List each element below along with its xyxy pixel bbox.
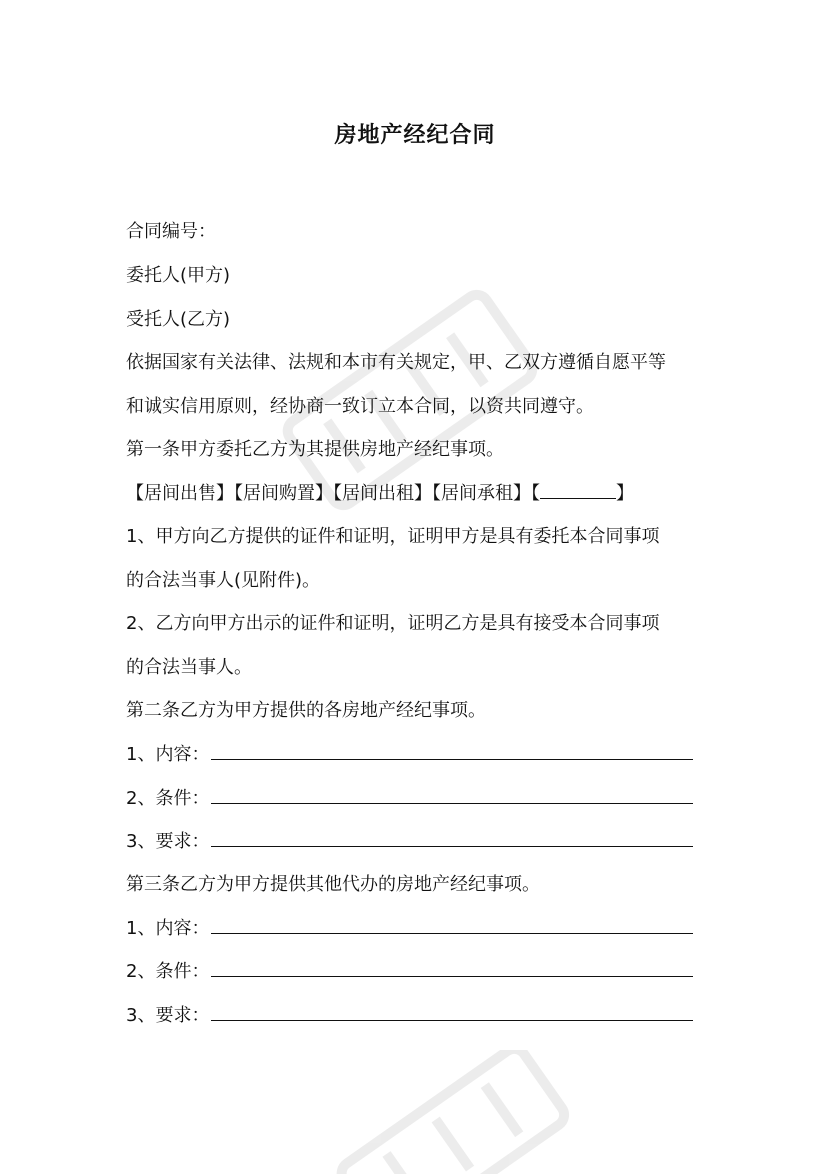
article-3-requirement-blank xyxy=(211,1002,693,1021)
article-3-item-condition xyxy=(126,958,693,986)
party-b-label: 受托人(乙方) xyxy=(126,309,231,330)
preamble-line-1: 依据国家有关法律、法规和本市有关规定，甲、乙双方遵循自愿平等 xyxy=(126,352,666,373)
party-a-label: 委托人(甲方) xyxy=(126,265,231,286)
article-3-item-label: 1、内容： xyxy=(126,918,210,939)
article-2-item-requirement xyxy=(126,828,693,856)
article-3-content-blank xyxy=(211,915,693,934)
article-1-heading: 第一条甲方委托乙方为其提供房地产经纪事项。 xyxy=(126,439,504,460)
article-2-item-label: 3、要求： xyxy=(126,831,210,852)
article-3-heading: 第三条乙方为甲方提供其他代办的房地产经纪事项。 xyxy=(126,874,540,895)
article-2-requirement-blank xyxy=(211,828,693,847)
article-2-condition-blank xyxy=(211,785,693,804)
article-1-options-text: 【居间出售】【居间购置】【居间出租】【居间承租】【 xyxy=(126,483,540,504)
article-2-item-label: 2、条件： xyxy=(126,788,210,809)
article-2-item-condition xyxy=(126,785,693,813)
article-2-item-content xyxy=(126,741,693,769)
contract-number-label: 合同编号： xyxy=(126,221,216,242)
article-2-heading: 第二条乙方为甲方提供的各房地产经纪事项。 xyxy=(126,700,486,721)
article-3-item-label: 3、要求： xyxy=(126,1005,210,1026)
article-2-content-blank xyxy=(211,741,693,760)
document-title: 房地产经纪合同 xyxy=(334,123,496,148)
article-1-options-close: 】 xyxy=(616,483,634,504)
article-3-item-content xyxy=(126,915,693,943)
article-1-item-1-line-1: 1、甲方向乙方提供的证件和证明，证明甲方是具有委托本合同事项 xyxy=(126,526,660,547)
article-2-item-label: 1、内容： xyxy=(126,744,210,765)
article-1-options xyxy=(126,480,634,508)
article-1-item-1-line-2: 的合法当事人(见附件)。 xyxy=(126,570,321,591)
article-3-condition-blank xyxy=(211,958,693,977)
watermark-stamp xyxy=(300,1050,600,1174)
article-1-options-blank xyxy=(540,480,616,499)
article-1-item-2-line-2: 的合法当事人。 xyxy=(126,657,252,678)
preamble-line-2: 和诚实信用原则，经协商一致订立本合同，以资共同遵守。 xyxy=(126,396,594,417)
article-1-item-2-line-1: 2、乙方向甲方出示的证件和证明，证明乙方是具有接受本合同事项 xyxy=(126,613,660,634)
article-3-item-label: 2、条件： xyxy=(126,961,210,982)
article-3-item-requirement xyxy=(126,1002,693,1030)
